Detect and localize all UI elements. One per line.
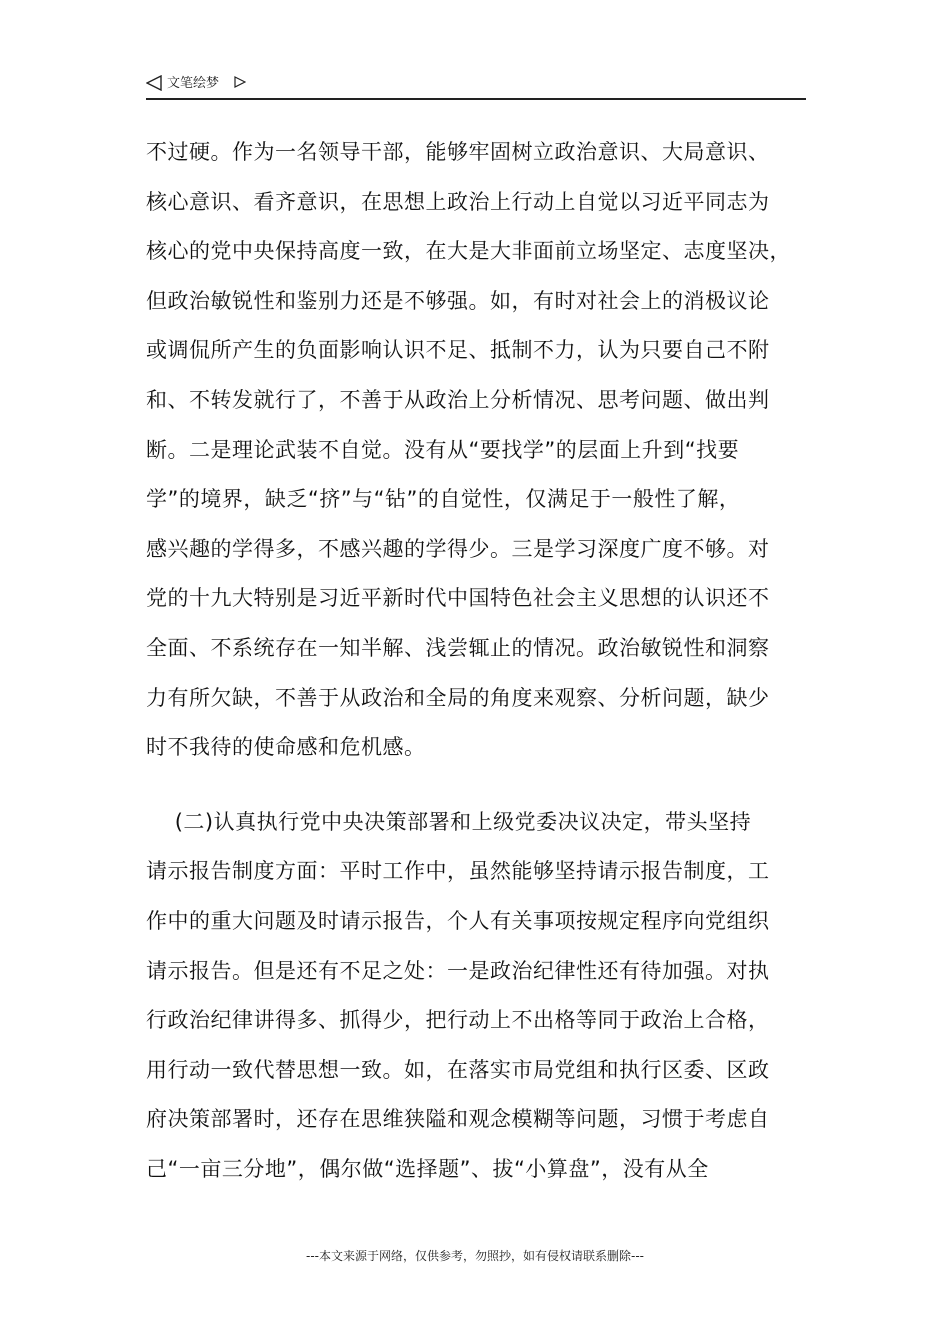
- text-line: 全面、不系统存在一知半解、浅尝辄止的情况。政治敏锐性和洞察: [146, 635, 770, 660]
- paragraph-1: [146, 128, 810, 773]
- triangle-right-icon: [234, 76, 246, 88]
- text-line: 力有所欠缺，不善于从政治和全局的角度来观察、分析问题，缺少: [146, 685, 770, 710]
- text-line: 或调侃所产生的负面影响认识不足、抵制不力，认为只要自己不附: [146, 338, 770, 363]
- text-line: 府决策部署时，还存在思维狭隘和观念模糊等问题，习惯于考虑自: [146, 1107, 770, 1132]
- text-line: 和、不转发就行了，不善于从政治上分析情况、思考问题、做出判: [146, 387, 770, 412]
- text-line: (二)认真执行党中央决策部署和上级党委决议决定，带头坚持: [146, 809, 752, 834]
- text-line: 断。二是理论武装不自觉。没有从“要找学”的层面上升到“找要: [146, 437, 740, 462]
- text-line: 核心的党中央保持高度一致，在大是大非面前立场坚定、志度坚决，: [146, 239, 791, 264]
- text-line: 学”的境界，缺乏“挤”与“钻”的自觉性，仅满足于一般性了解，: [146, 487, 741, 512]
- text-line: 请示报告。但是还有不足之处：一是政治纪律性还有待加强。对执: [146, 958, 770, 983]
- page-header: [146, 74, 806, 100]
- triangle-left-icon: [146, 75, 162, 91]
- text-line: 感兴趣的学得多，不感兴趣的学得少。三是学习深度广度不够。对: [146, 536, 770, 561]
- text-line: 请示报告制度方面：平时工作中，虽然能够坚持请示报告制度，工: [146, 859, 770, 884]
- document-body: [146, 128, 810, 1194]
- text-line: 用行动一致代替思想一致。如，在落实市局党组和执行区委、区政: [146, 1057, 770, 1082]
- header-brand: 文笔绘梦: [167, 76, 220, 91]
- text-line: 但政治敏锐性和鉴别力还是不够强。如，有时对社会上的消极议论: [146, 288, 770, 313]
- text-line: 作中的重大问题及时请示报告，个人有关事项按规定程序向党组织: [146, 908, 770, 933]
- text-line: 时不我待的使命感和危机感。: [146, 735, 426, 760]
- footer-notice: ---本文来源于网络，仅供参考，勿照抄，如有侵权请联系删除---: [306, 1249, 644, 1263]
- paragraph-2: [146, 798, 810, 1195]
- text-line: 核心意识、看齐意识，在思想上政治上行动上自觉以习近平同志为: [146, 189, 770, 214]
- text-line: 不过硬。作为一名领导干部，能够牢固树立政治意识、大局意识、: [146, 140, 770, 164]
- text-line: 己“一亩三分地”，偶尔做“选择题”、拔“小算盘”，没有从全: [146, 1156, 709, 1181]
- text-line: 党的十九大特别是习近平新时代中国特色社会主义思想的认识还不: [146, 586, 770, 611]
- text-line: 行政治纪律讲得多、抓得少，把行动上不出格等同于政治上合格，: [146, 1008, 770, 1033]
- paragraph-spacer: [146, 773, 810, 798]
